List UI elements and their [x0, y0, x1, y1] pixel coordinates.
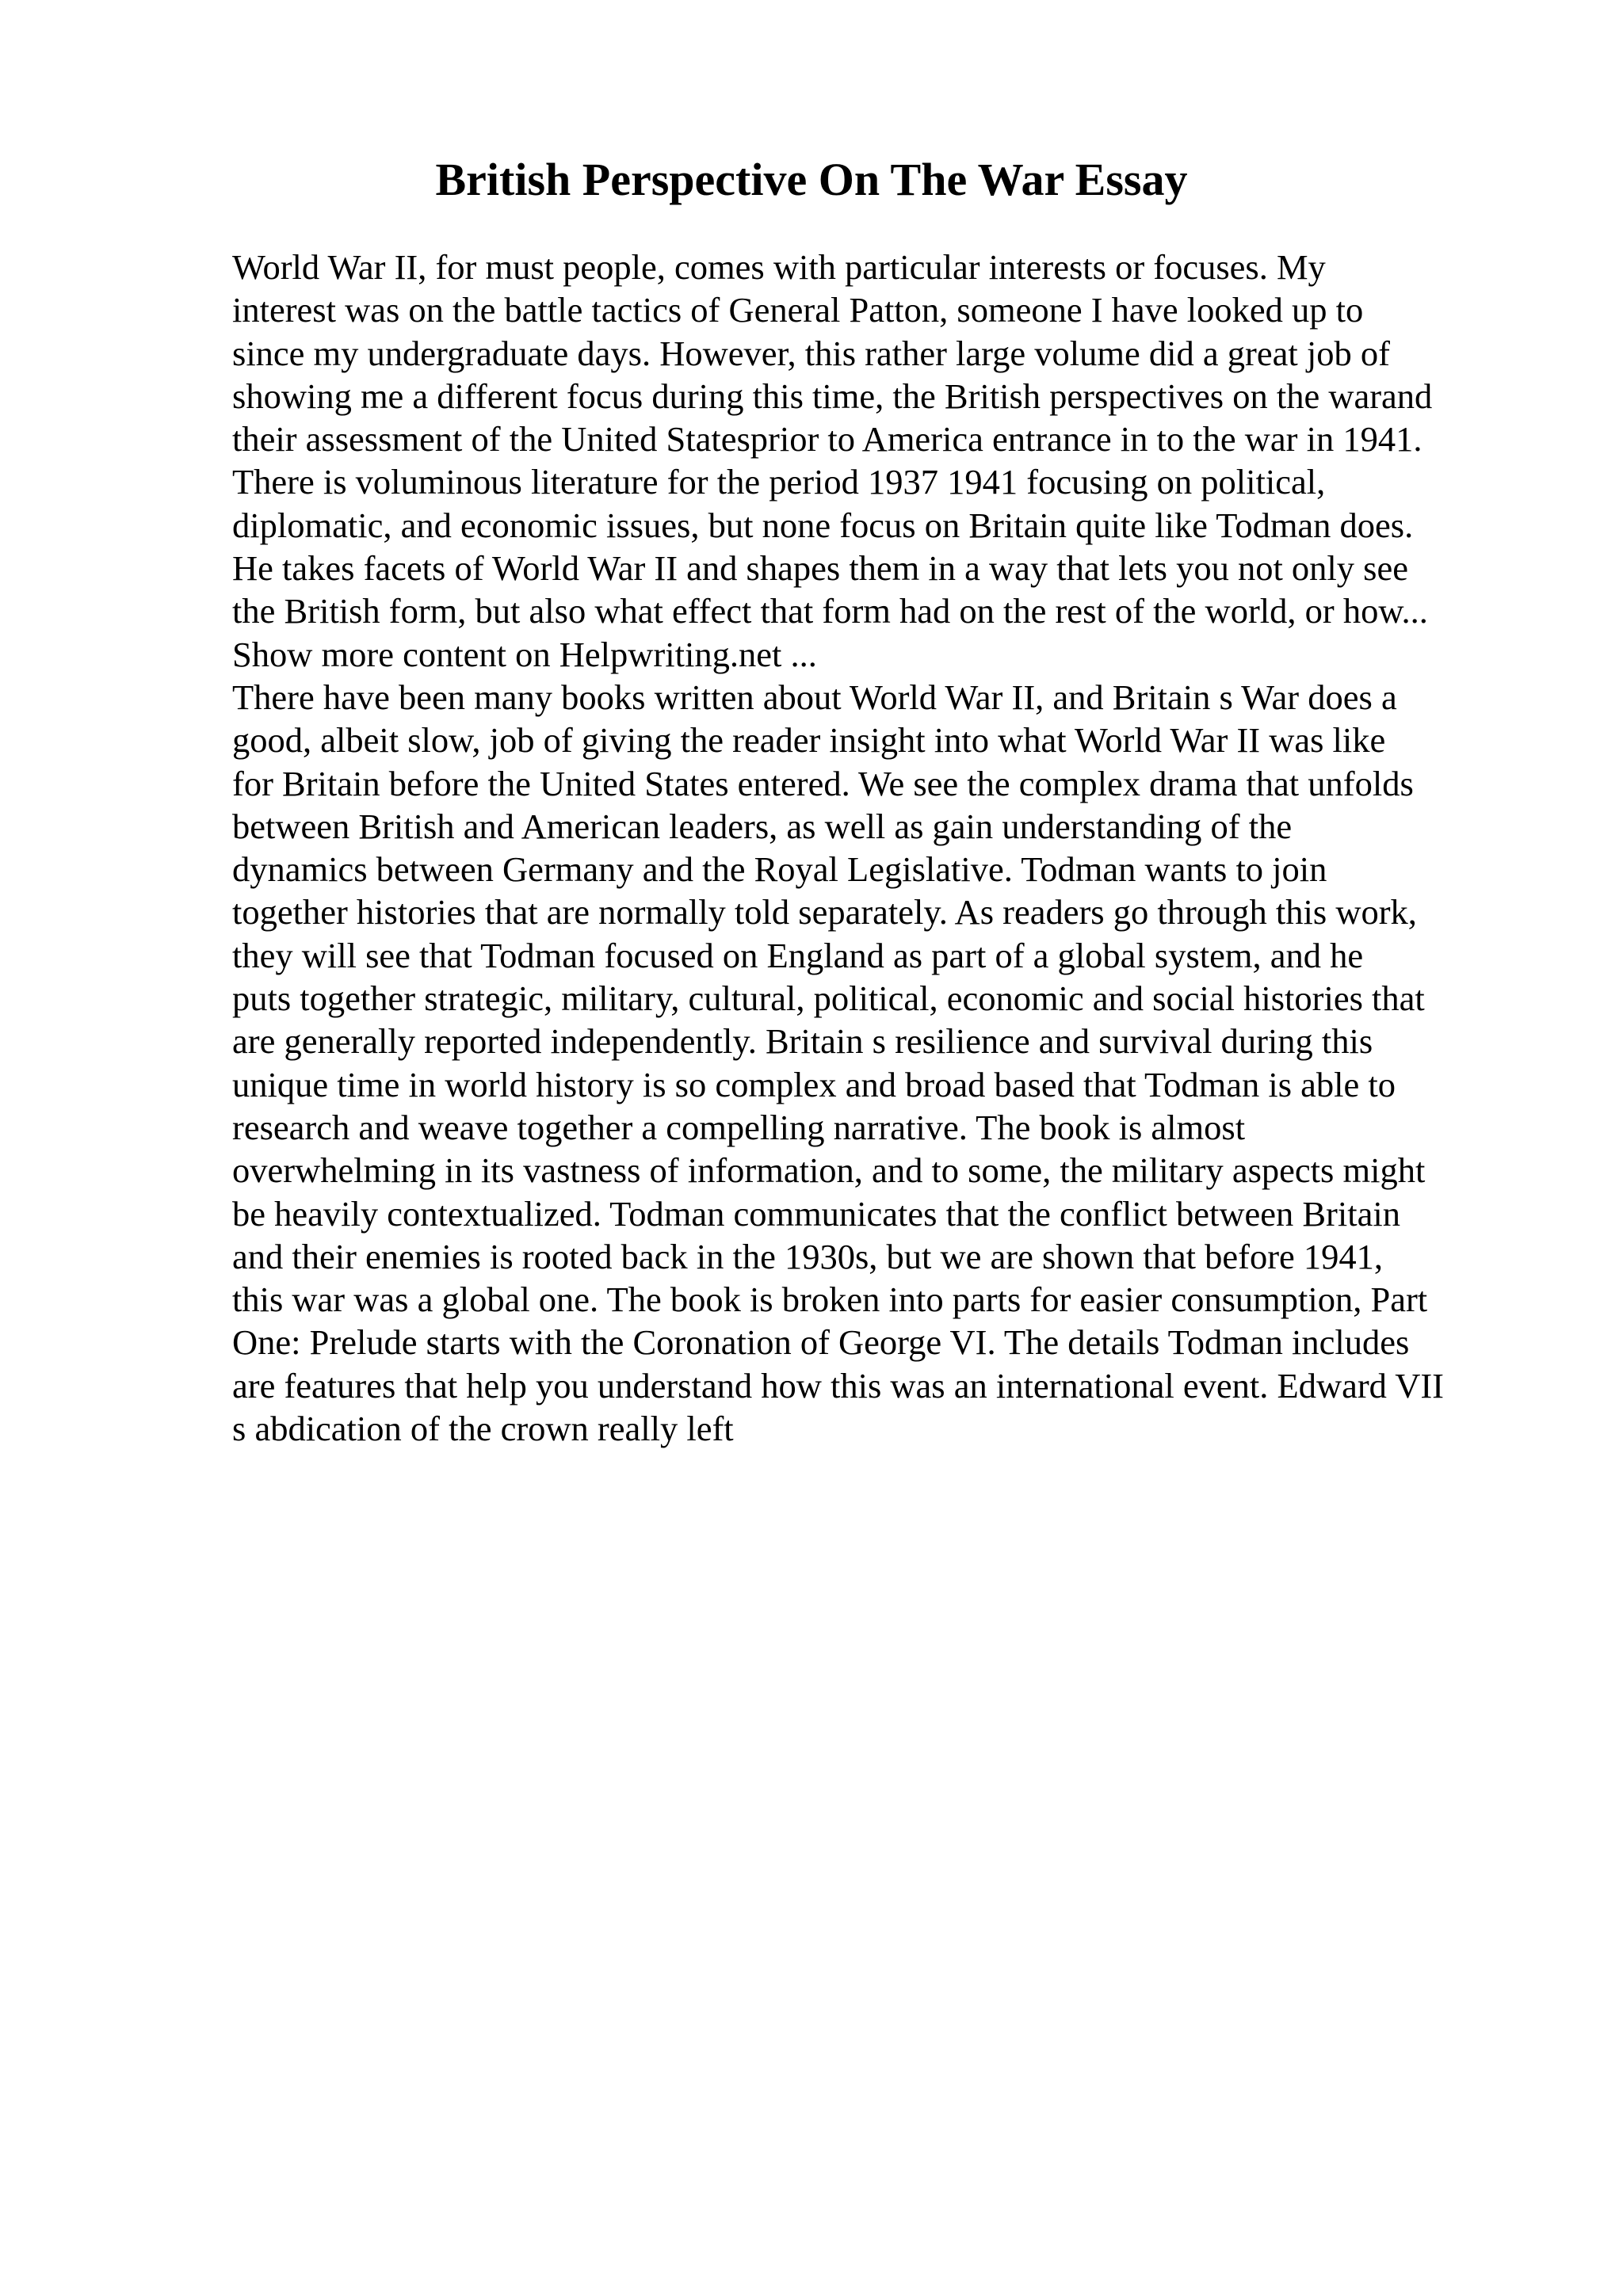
text-line: are features that help you understand how this was an international event. Edward VII	[232, 1365, 1444, 1405]
text-line: There is voluminous literature for the period 1937 1941 focusing on political,	[232, 462, 1326, 502]
text-line: good, albeit slow, job of giving the reader insight into what World War II was like	[232, 720, 1386, 761]
text-line: their assessment of the United Statesprior to America entrance in to the war in 1941.	[232, 419, 1423, 460]
text-line: the British form, but also what effect that form had on the rest of the world, or how...	[232, 591, 1428, 631]
text-line: between British and American leaders, as well as gain understanding of the	[232, 806, 1293, 846]
text-line: research and weave together a compelling narrative. The book is almost	[232, 1107, 1246, 1147]
text-line: unique time in world history is so complex and broad based that Todman is able to	[232, 1064, 1396, 1104]
text-line: be heavily contextualized. Todman communicates that the conflict between Britain	[232, 1193, 1400, 1234]
text-line: dynamics between Germany and the Royal Legislative. Todman wants to join	[232, 849, 1327, 890]
document-title: British Perspective On The War Essay	[435, 154, 1188, 205]
text-line: s abdication of the crown really left	[232, 1409, 734, 1449]
text-line: He takes facets of World War II and shapes them in a way that lets you not only see	[232, 548, 1408, 589]
show-more-link[interactable]: Show more content on Helpwriting.net ...	[232, 634, 817, 674]
text-line: since my undergraduate days. However, this rather large volume did a great job of	[232, 333, 1390, 373]
text-line: this war was a global one. The book is broken into parts for easier consumption, Part	[232, 1280, 1428, 1320]
text-line: for Britain before the United States entered. We see the complex drama that unfolds	[232, 763, 1414, 803]
text-line: World War II, for must people, comes with particular interests or focuses. My	[232, 247, 1326, 287]
text-line: There have been many books written about World War II, and Britain s War does a	[232, 677, 1397, 717]
text-line: they will see that Todman focused on England as part of a global system, and he	[232, 935, 1364, 975]
text-line: showing me a different focus during this time, the British perspectives on the warand	[232, 376, 1433, 416]
text-line: overwhelming in its vastness of information, and to some, the military aspects might	[232, 1150, 1426, 1191]
text-line: diplomatic, and economic issues, but none focus on Britain quite like Todman does.	[232, 505, 1414, 545]
text-line: One: Prelude starts with the Coronation of George VI. The details Todman includes	[232, 1322, 1410, 1363]
text-line: interest was on the battle tactics of General Patton, someone I have looked up to	[232, 290, 1364, 330]
text-line: puts together strategic, military, cultural, political, economic and social histories that	[232, 978, 1425, 1019]
document-body	[232, 246, 1532, 1450]
text-line: and their enemies is rooted back in the 1930s, but we are shown that before 1941,	[232, 1236, 1384, 1276]
text-line: are generally reported independently. Britain s resilience and survival during this	[232, 1021, 1373, 1062]
text-line: together histories that are normally told separately. As readers go through this work,	[232, 892, 1417, 933]
